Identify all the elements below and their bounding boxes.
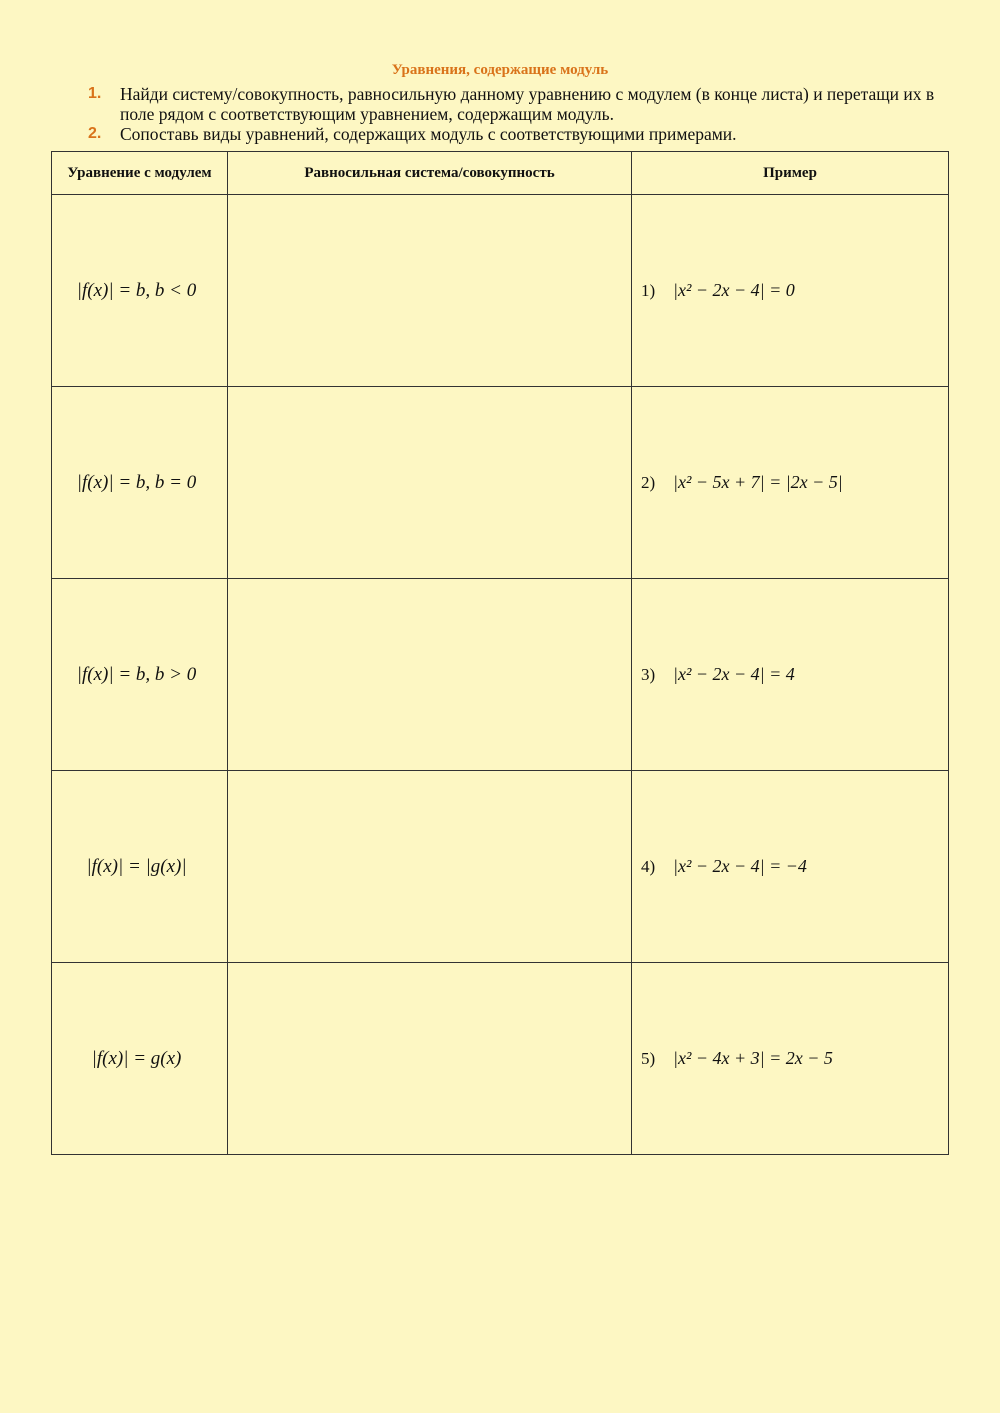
equation-label: |f(x)| = b, b > 0 [76,663,197,685]
example-equation: |x² − 5x + 7| = |2x − 5| [673,472,843,492]
equation-cell [52,387,228,579]
example-equation: |x² − 2x − 4| = 4 [673,664,795,684]
worksheet-table [51,151,949,1155]
equation-cell [52,195,228,387]
example-cell[interactable] [632,771,949,963]
example-equation: |x² − 2x − 4| = 0 [673,280,795,300]
example-cell[interactable] [632,195,949,387]
example-number: 4) [641,857,656,876]
example-equation: |x² − 2x − 4| = −4 [673,856,807,876]
header-equation: Уравнение с модулем [52,152,228,195]
example-equation: |x² − 4x + 3| = 2x − 5 [673,1048,833,1068]
equation-label: |f(x)| = b, b = 0 [76,471,197,493]
table-row [52,579,949,771]
equation-cell [52,579,228,771]
example-cell[interactable] [632,387,949,579]
example-number: 5) [641,1049,656,1068]
header-system: Равносильная система/совокупность [228,152,632,195]
table-row [52,387,949,579]
example-cell[interactable] [632,579,949,771]
instruction-item-2 [88,124,948,144]
instructions [88,84,948,144]
instruction-text: Сопоставь виды уравнений, содержащих модуль с соответствующими примерами. [120,124,737,144]
drop-zone[interactable] [228,195,632,387]
equation-label: |f(x)| = |g(x)| [86,855,187,877]
header-row [52,152,949,195]
instruction-item-1 [88,84,948,124]
equation-cell [52,963,228,1155]
example-cell[interactable] [632,963,949,1155]
equation-cell [52,771,228,963]
drop-zone[interactable] [228,963,632,1155]
instruction-number: 2. [88,125,102,142]
drop-zone[interactable] [228,387,632,579]
page-title: Уравнения, содержащие модуль [391,62,609,78]
equation-label: |f(x)| = b, b < 0 [76,279,197,301]
table-row [52,195,949,387]
table-row [52,963,949,1155]
drop-zone[interactable] [228,579,632,771]
header-example: Пример [632,152,949,195]
instruction-number: 1. [88,85,102,102]
example-number: 3) [641,665,656,684]
drop-zone[interactable] [228,771,632,963]
example-number: 1) [641,281,656,300]
equation-label: |f(x)| = g(x) [91,1047,182,1069]
table-row [52,771,949,963]
example-number: 2) [641,473,656,492]
instruction-text: Найди систему/совокупность, равносильную данному уравнению с модулем (в конце листа) и перетащи их в поле рядом с соответствующим уравнением, содержащим модуль. [120,84,935,124]
